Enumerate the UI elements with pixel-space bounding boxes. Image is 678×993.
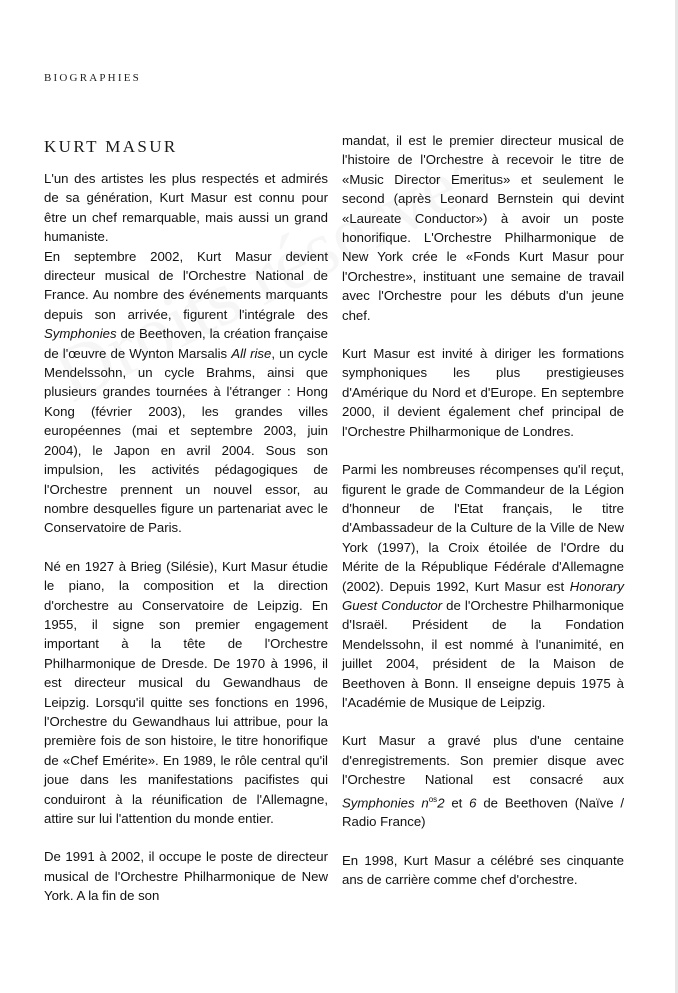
text-run: de l'Orchestre Philharmonique d'Israël. Président de la Fondation Mendelssohn, il est nommé à l'unanimité, en juillet 2004, président de la Maison de Beethoven à Bonn. Il enseigne depuis 1975 à l'Académie de Musique de Leipzig. — [342, 597, 624, 710]
text-run: de Beethoven, la création française de l'œuvre de Wynton Marsalis — [44, 326, 328, 361]
paragraph-orchestre-national — [44, 247, 328, 538]
paragraph-intro: L'un des artistes les plus respectés et admirés de sa génération, Kurt Masur est connu pour être un chef remarquable, mais aussi un grand humaniste. — [44, 171, 328, 245]
paragraph-awards — [342, 460, 624, 712]
paragraph-guest-conducting: Kurt Masur est invité à diriger les formations symphoniques les plus prestigieuses d'Amérique du Nord et d'Europe. En septembre 2000, il devient également chef principal de l'Orchestre Philharmonique de Londres. — [342, 346, 624, 439]
text-run: Kurt Masur a gravé plus d'une centaine d'enregistrements. Son premier disque avec l'Orchestre National est consacré aux — [342, 733, 624, 788]
italic-title: 6 — [469, 794, 477, 810]
paragraph-new-york-continued: mandat, il est le premier directeur musical de l'histoire de l'Orchestre à recevoir le titre de «Music Director Emeritus» et seulement le second (après Leonard Bernstein qui devint «Laureate Conductor») à avoir un poste honorifique. L'Orchestre Philharmonique de New York crée le «Fonds Kurt Masur pour l'Orchestre», instituant une semaine de travail avec l'Orchestre pour les débuts d'un jeune chef. — [342, 133, 624, 323]
section-label: BIOGRAPHIES — [44, 72, 141, 84]
italic-title: Honorary Guest Conductor — [342, 578, 624, 613]
text-run: de Beethoven (Naïve / Radio France) — [342, 794, 625, 830]
italic-title: Symphonies n — [342, 794, 429, 810]
italic-title: Symphonies — [44, 326, 117, 342]
text-run: et — [444, 794, 470, 810]
paragraph-new-york: De 1991 à 2002, il occupe le poste de directeur musical de l'Orchestre Philharmonique de New York. A la fin de son — [44, 849, 328, 904]
superscript: os — [428, 794, 438, 804]
italic-title: 2 — [437, 794, 445, 810]
text-run: Parmi les nombreuses récompenses qu'il reçut, figurent le grade de Commandeur de la Légion d'honneur de l'Etat français, le titre d'Ambassadeur de la Culture de la Ville de New York (1997), la Croix étoilée de l'Ordre du Mérite de la République Fédérale d'Allemagne (2002). Depuis 1992, Kurt Masur est — [342, 462, 624, 594]
left-column — [44, 131, 328, 906]
page-title: KURT MASUR — [44, 137, 178, 156]
paragraph-anniversary: En 1998, Kurt Masur a célébré ses cinquante ans de carrière comme chef d'orchestre. — [342, 852, 624, 888]
text-run: , un cycle Mendelssohn, un cycle Brahms, ainsi que plusieurs grandes tournées à l'étranger : Hong Kong (février 2003), les grandes villes européennes (mai et septembre 2003, juin 2004), le Japon en avril 2004. Sous son impulsion, les activités pédagogiques de l'Orchestre prennent un nouvel essor, au nombre desquelles figure un partenariat avec le Conservatoire de Paris. — [44, 345, 328, 536]
text-run: En septembre 2002, Kurt Masur devient directeur musical de l'Orchestre National de France. Au nombre des événements marquants depuis son arrivée, figurent l'intégrale des — [44, 248, 328, 322]
paragraph-early-career: Né en 1927 à Brieg (Silésie), Kurt Masur étudie le piano, la composition et la direction d'orchestre au Conservatoire de Leipzig. En 1955, il signe son premier engagement important à la tête de l'Orchestre Philharmonique de Dresde. De 1970 à 1996, il est directeur musical du Gewandhaus de Leipzig. Lorsqu'il quitte ses fonctions en 1996, l'Orchestre du Gewandhaus lui attribue, pour la première fois de son histoire, le titre honorifique de «Chef Emérite». En 1989, le rôle central qu'il joue dans les manifestations pacifistes qui conduiront à la réunification de l'Allemagne, attire sur lui l'attention du monde entier. — [44, 558, 328, 826]
paragraph-recordings — [342, 731, 624, 831]
right-column — [342, 131, 624, 890]
italic-title: All rise — [231, 345, 272, 361]
